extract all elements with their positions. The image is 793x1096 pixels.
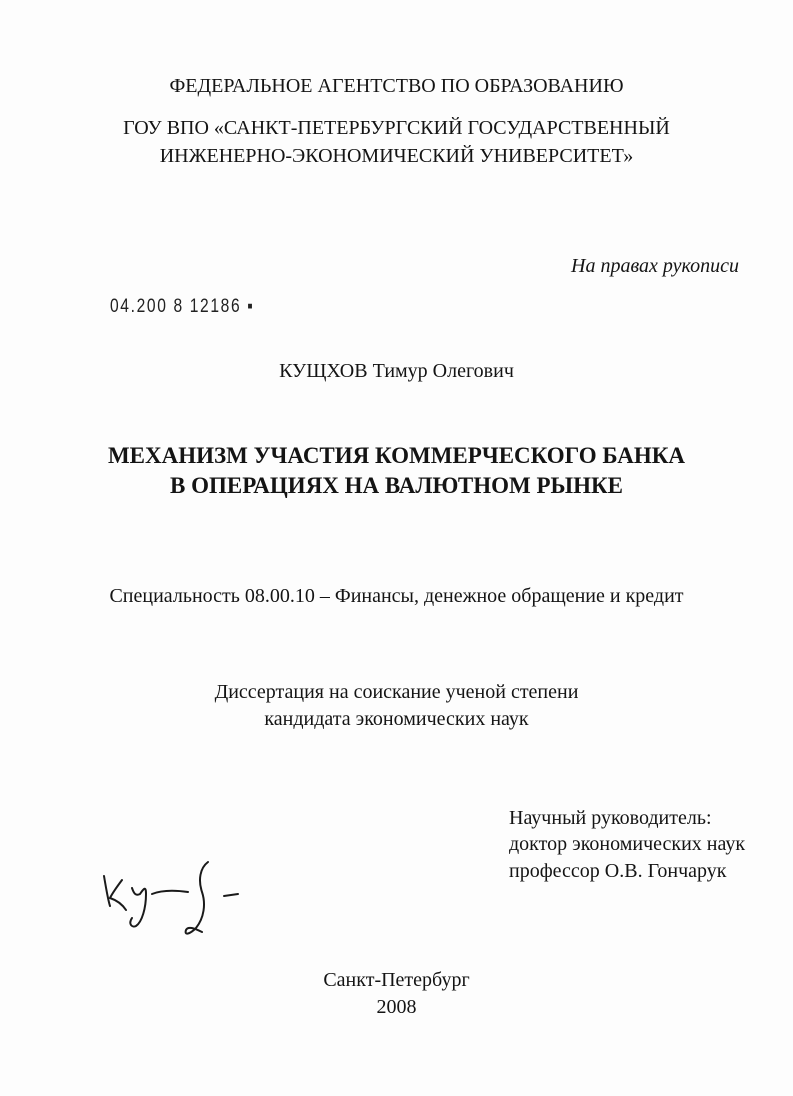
university-name-line-2: ИНЖЕНЕРНО-ЭКОНОМИЧЕСКИЙ УНИВЕРСИТЕТ» [159,145,634,167]
year: 2008 [376,996,417,1018]
specialty-line: Специальность 08.00.10 – Финансы, денежное обращение и кредит [109,585,684,607]
agency-heading: ФЕДЕРАЛЬНОЕ АГЕНТСТВО ПО ОБРАЗОВАНИЮ [169,75,624,97]
author-name [0,359,793,383]
supervisor-label: Научный руководитель: [509,807,712,829]
university-name-line-1: ГОУ ВПО «САНКТ-ПЕТЕРБУРГСКИЙ ГОСУДАРСТВЕННЫЙ [123,117,670,139]
manuscript-rights-note: На правах рукописи [571,255,739,277]
supervisor-name: профессор О.В. Гончарук [509,860,727,882]
registration-stamp-number [110,296,254,318]
stamp-number-text: 04.200 8 12186 [110,296,242,317]
dissertation-title-line-1: МЕХАНИЗМ УЧАСТИЯ КОММЕРЧЕСКОГО БАНКА [107,443,686,468]
degree-line-1: Диссертация на соискание ученой степени [214,681,579,703]
supervisor-rank: доктор экономических наук [509,833,746,855]
author-signature [96,858,256,948]
author-surname: КУЩХОВ [279,360,368,382]
dissertation-title-line-2: В ОПЕРАЦИЯХ НА ВАЛЮТНОМ РЫНКЕ [169,473,623,498]
degree-line-2: кандидата экономических наук [264,708,529,730]
stamp-mark: ▪ [247,296,255,317]
author-given-names: Тимур Олегович [372,360,514,382]
city: Санкт-Петербург [323,969,470,991]
